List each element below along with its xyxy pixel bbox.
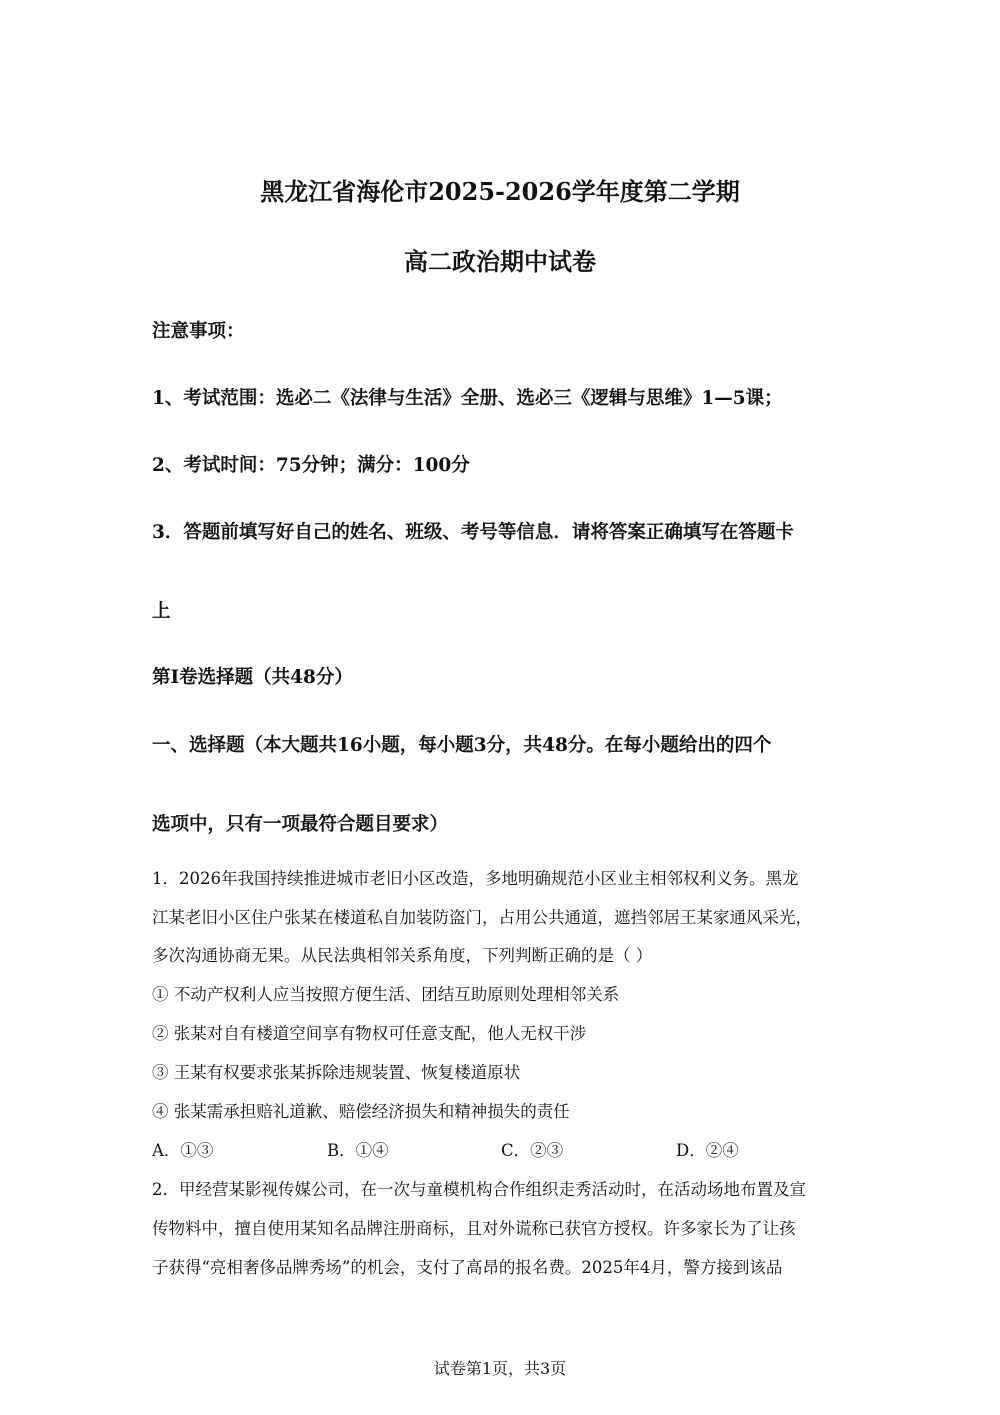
page-footer: 试卷第1页，共3页 [433,1359,567,1378]
q1-stem-line2: 江某老旧小区住户张某在楼道私自加装防盗门，占用公共通道，遮挡邻居王某家通风采光， [152,908,812,927]
q1-statement-3: ③ 王某有权要求张某拆除违规装置、恢复楼道原状 [152,1063,521,1082]
notice-heading: 注意事项： [152,321,245,342]
notice-item-2: 2、考试时间：75分钟；满分：100分 [152,455,470,476]
notice-item-1: 1、考试范围：选必二《法律与生活》全册、选必三《逻辑与思维》1—5课； [152,388,783,409]
q2-stem-line1: 2．甲经营某影视传媒公司，在一次与童模机构合作组织走秀活动时，在活动场地布置及宣 [152,1180,806,1199]
q1-option-a: A．①③ [152,1141,214,1160]
q1-stem-line3: 多次沟通协商无果。从民法典相邻关系角度，下列判断正确的是（ ） [152,946,653,965]
q1-stem-line1: 1．2026年我国持续推进城市老旧小区改造，多地明确规范小区业主相邻权利义务。黑龙 [152,869,799,888]
part-heading-line2: 选项中，只有一项最符合题目要求） [152,814,449,835]
exam-title-line1: 黑龙江省海伦市2025-2026学年度第二学期 [260,177,740,206]
q1-option-c: C．②③ [501,1141,564,1160]
notice-item-3-line2: 上 [152,601,171,622]
q1-statement-1: ① 不动产权利人应当按照方便生活、团结互助原则处理相邻关系 [152,985,620,1004]
part-heading-line1: 一、选择题（本大题共16小题，每小题3分，共48分。在每小题给出的四个 [152,735,772,756]
exam-title-line2: 高二政治期中试卷 [404,247,596,276]
q1-option-b: B．①④ [327,1141,389,1160]
q2-stem-line2: 传物料中，擅自使用某知名品牌注册商标，且对外谎称已获官方授权。许多家长为了让孩 [152,1219,796,1238]
q1-statement-2: ② 张某对自有楼道空间享有物权可任意支配，他人无权干涉 [152,1024,587,1043]
volume-heading: 第I卷选择题（共48分） [152,667,353,688]
q1-statement-4: ④ 张某需承担赔礼道歉、赔偿经济损失和精神损失的责任 [152,1102,570,1121]
notice-item-3-line1: 3．答题前填写好自己的姓名、班级、考号等信息．请将答案正确填写在答题卡 [152,522,794,543]
q1-option-d: D．②④ [676,1141,739,1160]
q2-stem-line3: 子获得“亮相奢侈品牌秀场”的机会，支付了高昂的报名费。2025年4月，警方接到该品 [152,1258,783,1277]
